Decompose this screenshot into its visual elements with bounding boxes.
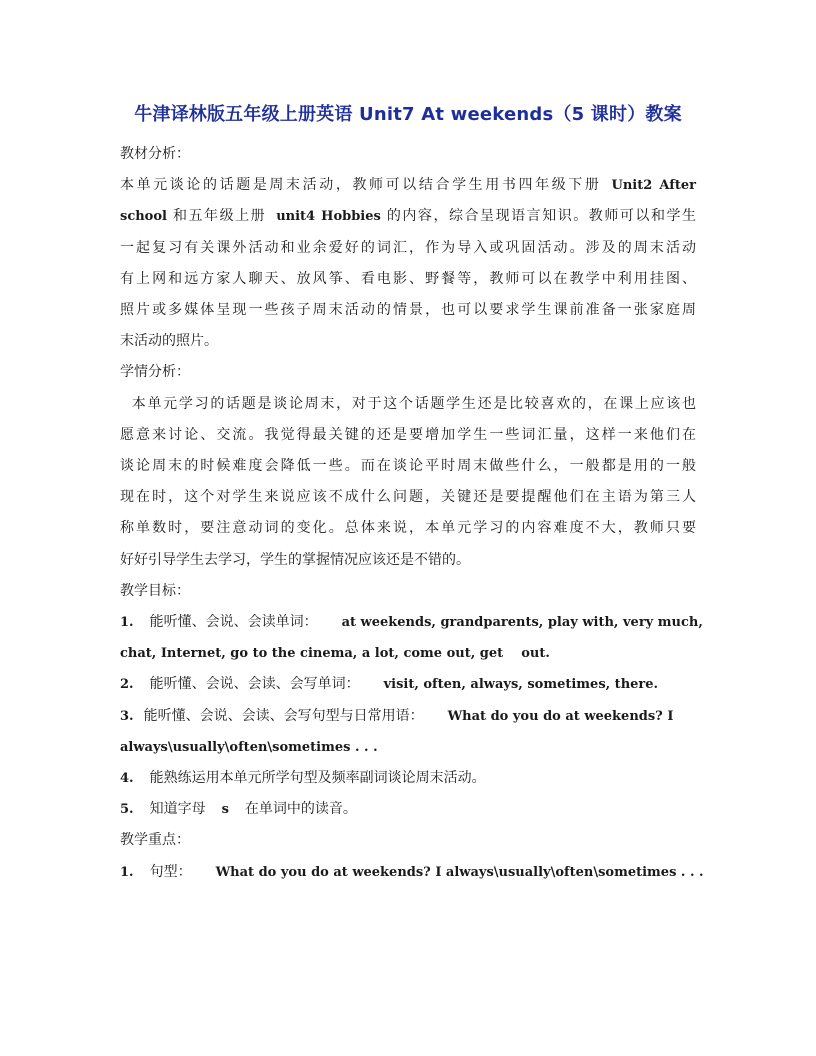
section-heading-students: 学情分析： [120,364,190,381]
list-item: 2. 能听懂、会说、会读、会写单词： visit, often, always, sometimes, there. [120,676,659,693]
paragraph-line: 照片或多媒体呈现一些孩子周末活动的情景，也可以要求学生课前准备一张家庭周 [120,302,696,319]
paragraph-line: school 和五年级上册 unit4 Hobbies 的内容，综合呈现语言知识。教师可以和学生 [120,208,697,225]
section-heading-goals: 教学目标： [120,582,190,599]
page-title: 牛津译林版五年级上册英语 Unit7 At weekends（5 课时）教案 [134,104,682,125]
paragraph-line: 本单元学习的话题是谈论周末，对于这个话题学生还是比较喜欢的，在课上应该也 [130,395,696,412]
list-item-continuation: chat, Internet, go to the cinema, a lot, come out, get out. [120,646,550,662]
paragraph-line: 有上网和远方家人聊天、放风筝、看电影、野餐等，教师可以在教学中利用挂图、 [120,270,696,287]
paragraph-line: 现在时，这个对学生来说应该不成什么问题，关键还是要提醒他们在主语为第三人 [120,489,696,506]
paragraph-line: 称单数时，要注意动词的变化。总体来说，本单元学习的内容难度不大，教师只要 [120,520,696,537]
paragraph-line: 谈论周末的时候难度会降低一些。而在谈论平时周末做些什么，一般都是用的一般 [120,458,696,475]
list-item: 5. 知道字母 s 在单词中的读音。 [120,801,357,818]
paragraph-line: 好好引导学生去学习，学生的掌握情况应该还是不错的。 [120,551,470,568]
list-item-continuation: always\usually\often\sometimes . . . [120,739,378,755]
paragraph-line: 一起复习有关课外活动和业余爱好的词汇，作为导入或巩固活动。涉及的周末活动 [120,239,696,256]
list-item: 4. 能熟练运用本单元所学句型及频率副词谈论周末活动。 [120,770,486,787]
list-item: 1. 能听懂、会说、会读单词： at weekends, grandparents, play with, very much, [120,614,703,631]
document-body [120,139,704,888]
section-heading-keypoints: 教学重点： [120,832,190,849]
list-item: 1. 句型： What do you do at weekends? I always\usually\often\sometimes . . . [120,863,704,880]
paragraph-line: 愿意来讨论、交流。我觉得最关键的还是要增加学生一些词汇量，这样一来他们在 [120,426,696,443]
paragraph-line: 末活动的照片。 [120,333,218,350]
list-item: 3. 能听懂、会说、会读、会写句型与日常用语： What do you do at weekends? I [120,707,674,724]
paragraph-line: 本单元谈论的话题是周末活动，教师可以结合学生用书四年级下册 Unit2 After [120,177,696,194]
section-heading-material: 教材分析： [120,146,190,162]
